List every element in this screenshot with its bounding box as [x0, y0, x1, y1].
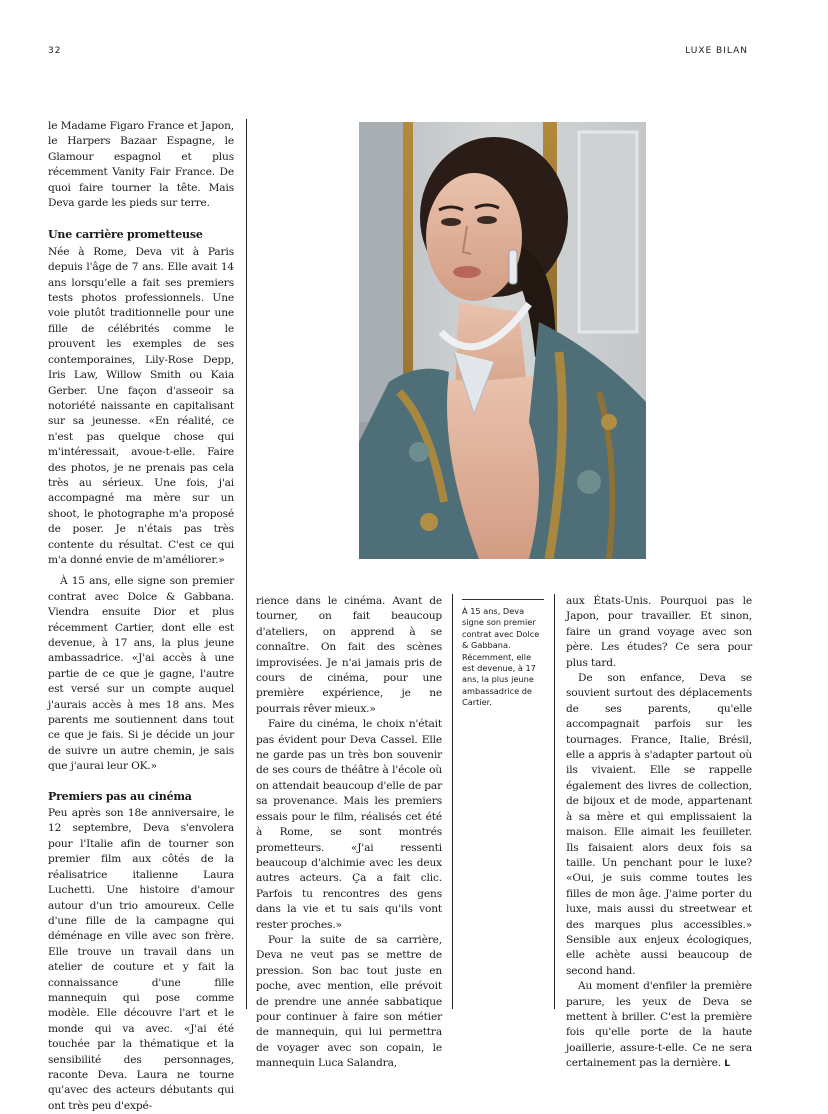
column-rule-3: [554, 594, 555, 1009]
column1-intro: le Madame Figaro France et Japon, le Harpers Bazaar Espagne, le Glamour espagnol et plus récemment Vanity Fair France. De quoi faire tourner la tête. Mais Deva garde les pieds sur terre.: [48, 120, 234, 210]
end-mark-icon: L: [724, 1059, 730, 1070]
heading-carriere: Une carrière prometteuse: [48, 228, 203, 242]
column2-paragraph-2: Faire du cinéma, le choix n'était pas évident pour Deva Cassel. Elle ne garde pas un très bon souvenir de ses cours de théâtre à l'école où on attendait beaucoup d'elle de par sa provenance. Mais les premiers essais pour le film, réalisés cet été à Rome, se sont montrés prometteurs. «J'ai ressenti beaucoup d'alchimie avec les deux autres acteurs. Ça a fait clic. Parfois tu rencontres des gens dans la vie et tu sais qu'ils vont rester proches.»: [256, 718, 442, 931]
column-3: [566, 594, 752, 1073]
column3-paragraph-1: aux États-Unis. Pourquoi pas le Japon, pour travailler. Et sinon, faire un grand voyage avec son père. Les études? Ce sera pour plus tard.: [566, 595, 752, 669]
column1-paragraph-3: Peu après son 18e anniversaire, le 12 septembre, Deva s'envolera pour l'Italie afin de tourner son premier film aux côtés de la réalisatrice italienne Laura Luchetti. Une histoire d'amour autour d'un trio amoureux. Celle d'une fille de la campagne qui déménage en ville avec son frère. Elle trouve un travail dans un atelier de couture et y fait la connaissance d'une fille mannequin qui pose comme modèle. Elle découvre l'art et le monde qui va avec. «J'ai été touchée par la thématique et la sensibilité des personnages, raconte Deva. Laura ne tourne qu'avec des acteurs débutants qui ont très peu d'expé-: [48, 807, 234, 1112]
column-rule-2: [452, 594, 453, 1009]
heading-cinema: Premiers pas au cinéma: [48, 789, 192, 803]
column2-paragraph-1: rience dans le cinéma. Avant de tourner, on fait beaucoup d'ateliers, on apprend à se connaître. On fait des scènes improvisées. Je n'ai jamais pris de cours de cinéma, pour une première expérience, je ne pourrais rêver mieux.»: [256, 595, 442, 715]
section-name: LUXE BILAN: [685, 46, 748, 56]
column3-paragraph-3-text: Au moment d'enfiler la première parure, les yeux de Deva se mettent à briller. C'est la première fois qu'elle porte de la haute joaillerie, assure-t-elle. Ce ne sera certainement pas la dernière.: [566, 980, 752, 1070]
model-portrait-photo: [359, 122, 646, 559]
column2-paragraph-3: Pour la suite de sa carrière, Deva ne veut pas se mettre de pression. Son bac tout juste en poche, avec mention, elle prévoit de prendre une année sabbatique pour continuer à faire son métier de mannequin, qui lui permettra de voyager avec son copain, le mannequin Luca Salandra,: [256, 933, 442, 1070]
page-number: 32: [48, 46, 62, 56]
photo-caption: À 15 ans, Deva signe son premier contrat avec Dolce & Gabbana. Récemment, elle est devenue, à 17 ans, la plus jeune ambassadrice de Cartier.: [462, 599, 544, 709]
column-1: [48, 119, 234, 1114]
column1-paragraph-2: À 15 ans, elle signe son premier contrat avec Dolce & Gabbana. Viendra ensuite Dior et plus récemment Cartier, dont elle est devenue, à 17 ans, la plus jeune ambassadrice. «J'ai accès à une partie de ce que je gagne, l'autre est versé sur un compte auquel j'aurais accès à mes 18 ans. Mes parents me soutiennent dans tout ce que je fais. Si je décide un jour de suivre un autre chemin, je sais que j'aurai leur OK.»: [48, 575, 234, 773]
column3-paragraph-3: [566, 979, 752, 1072]
column3-paragraph-2: De son enfance, Deva se souvient surtout des déplacements de ses parents, qu'elle accompagnait parfois sur les tournages. France, Italie, Brésil, elle a appris à s'adapter partout où ils vivaient. Elle se rappelle également des livres de collection, de bijoux et de mode, appartenant à sa mère et qui emplissaient la maison. Elle aimait les feuilleter. Ils faisaient alors deux fois sa taille. Un penchant pour le luxe? «Oui, je suis comme toutes les filles de mon âge. J'aime porter du luxe, mais aussi du streetwear et des marques plus accessibles.» Sensible aux enjeux écologiques, elle achète aussi beaucoup de second hand.: [566, 672, 752, 977]
column-2: [256, 594, 442, 1072]
column1-paragraph-1: Née à Rome, Deva vit à Paris depuis l'âge de 7 ans. Elle avait 14 ans lorsqu'elle a fait ses premiers tests photos professionnels. Une voie plutôt traditionnelle pour une fille de célébrités comme le prouvent les exemples de ses contemporaines, Lily-Rose Depp, Iris Law, Willow Smith ou Kaia Gerber. Une façon d'asseoir sa notoriété naissante en capitalisant sur sa jeunesse. «En réalité, ce n'est pas quelque chose qui m'intéressait, avoue-t-elle. Faire des photos, je ne prenais pas cela très au sérieux. Une fois, j'ai accompagné ma mère sur un shoot, le photographe m'a proposé de poser. Je n'étais pas très contente du résultat. C'est ce qui m'a donné envie de m'améliorer.»: [48, 245, 234, 566]
column-rule-1: [246, 119, 247, 1009]
